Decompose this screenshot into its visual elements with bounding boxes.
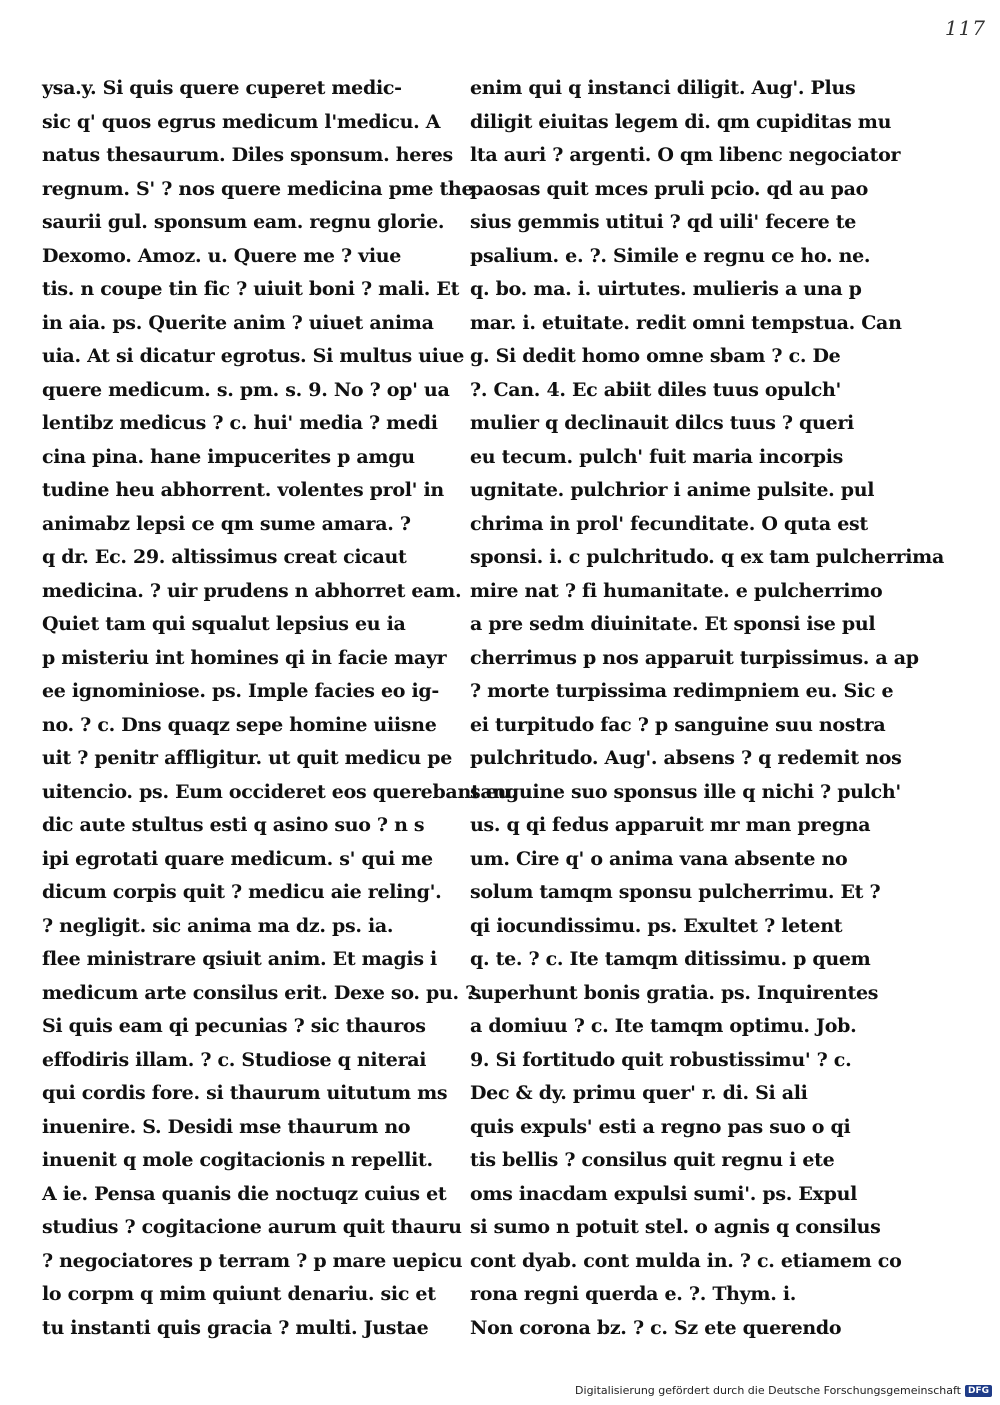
manuscript-line: cont dyab. cont mulda in. ? c. etiamem co <box>470 1249 902 1272</box>
manuscript-line: 9. Si fortitudo quit robustissimu' ? c. <box>470 1048 852 1071</box>
manuscript-line: ipi egrotati quare medicum. s' qui me <box>42 847 433 870</box>
manuscript-line: ? negociatores p terram ? p mare uepicu <box>42 1249 463 1272</box>
manuscript-line: a pre sedm diuinitate. Et sponsi ise pul <box>470 613 876 635</box>
manuscript-line: flee ministrare qsiuit anim. Et magis i <box>42 948 437 970</box>
manuscript-line: tis bellis ? consilus quit regnu i ete <box>470 1149 835 1171</box>
manuscript-line: mar. i. etuitate. redit omni tempstua. Can <box>470 311 902 334</box>
manuscript-line: effodiris illam. ? c. Studiose q niterai <box>42 1048 427 1071</box>
left-text-column <box>42 72 518 1345</box>
manuscript-line: dic aute stultus esti q asino suo ? n s <box>42 814 425 836</box>
manuscript-line: sius gemmis utitui ? qd uili' fecere te <box>470 211 857 233</box>
manuscript-line: rona regni querda e. ?. Thym. i. <box>470 1283 797 1305</box>
manuscript-line: Quiet tam qui squalut lepsius eu ia <box>42 613 406 635</box>
manuscript-line: eu tecum. pulch' fuit maria incorpis <box>470 445 844 468</box>
manuscript-line: us. q qi fedus apparuit mr man pregna <box>470 814 871 836</box>
manuscript-line: ugnitate. pulchrior i anime pulsite. pul <box>470 479 875 501</box>
manuscript-line: g. Si dedit homo omne sbam ? c. De <box>470 345 841 367</box>
manuscript-line: Non corona bz. ? c. Sz ete querendo <box>470 1316 842 1339</box>
manuscript-line: qui cordis fore. si thaurum uitutum ms <box>42 1082 448 1104</box>
manuscript-line: q. bo. ma. i. uirtutes. mulieris a una p <box>470 278 862 300</box>
manuscript-line: regnum. S' ? nos quere medicina pme the <box>42 177 474 200</box>
manuscript-line: no. ? c. Dns quaqz sepe homine uiisne <box>42 713 437 736</box>
manuscript-line: uia. At si dicatur egrotus. Si multus uiue <box>42 345 464 367</box>
manuscript-line: enim qui q instanci diligit. Aug'. Plus <box>470 77 856 99</box>
manuscript-line: inuenit q mole cogitacionis n repellit. <box>42 1149 433 1171</box>
manuscript-line: lo corpm q mim quiunt denariu. sic et <box>42 1283 436 1305</box>
manuscript-line: sic q' quos egrus medicum l'medicu. A <box>42 110 441 133</box>
dfg-logo: DFG <box>965 1385 992 1397</box>
manuscript-line: p misteriu int homines qi in facie mayr <box>42 646 447 669</box>
manuscript-line: Dec & dy. primu quer' r. di. Si ali <box>470 1082 808 1104</box>
manuscript-line: Dexomo. Amoz. u. Quere me ? viue <box>42 244 402 267</box>
manuscript-line: Si quis eam qi pecunias ? sic thauros <box>42 1015 426 1037</box>
manuscript-line: in aia. ps. Querite anim ? uiuet anima <box>42 311 434 334</box>
manuscript-line: cina pina. hane impucerites p amgu <box>42 445 415 468</box>
manuscript-line: A ie. Pensa quanis die noctuqz cuius et <box>42 1182 447 1205</box>
right-text-column <box>470 72 944 1345</box>
manuscript-line: medicina. ? uir prudens n abhorret eam. <box>42 579 462 602</box>
manuscript-line: tudine heu abhorrent. volentes prol' in <box>42 479 444 501</box>
manuscript-line: ee ignominiose. ps. Imple facies eo ig- <box>42 680 439 702</box>
manuscript-line: um. Cire q' o anima vana absente no <box>470 847 848 870</box>
manuscript-line: inuenire. S. Desidi mse thaurum no <box>42 1115 411 1138</box>
manuscript-line: natus thesaurum. Diles sponsum. heres <box>42 144 453 166</box>
manuscript-line: sanguine suo sponsus ille q nichi ? pulch' <box>470 780 901 803</box>
manuscript-line: lta auri ? argenti. O qm libenc negociator <box>470 144 901 166</box>
manuscript-line: saurii gul. sponsum eam. regnu glorie. <box>42 211 445 233</box>
manuscript-line: quis expuls' esti a regno pas suo o qi <box>470 1115 851 1138</box>
manuscript-line: ? morte turpissima redimpniem eu. Sic e <box>470 680 894 702</box>
manuscript-line: cherrimus p nos apparuit turpissimus. a ap <box>470 646 919 669</box>
footer-text: Digitalisierung gefördert durch die Deutsche Forschungsgemeinschaft <box>575 1384 961 1397</box>
manuscript-line: si sumo n potuit stel. o agnis q consilus <box>470 1216 881 1238</box>
manuscript-line: uit ? penitr affligitur. ut quit medicu pe <box>42 747 453 769</box>
manuscript-line: uitencio. ps. Eum occideret eos querebant eu. <box>42 780 518 803</box>
manuscript-line: oms inacdam expulsi sumi'. ps. Expul <box>470 1182 857 1205</box>
manuscript-line: solum tamqm sponsu pulcherrimu. Et ? <box>470 881 881 903</box>
manuscript-line: studius ? cogitacione aurum quit thauru <box>42 1216 462 1238</box>
manuscript-line: ysa.y. Si quis quere cuperet medic- <box>42 77 402 99</box>
manuscript-line: diligit eiuitas legem di. qm cupiditas mu <box>470 110 892 133</box>
folio-number: 117 <box>944 16 986 40</box>
manuscript-line: a domiuu ? c. Ite tamqm optimu. Job. <box>470 1015 857 1037</box>
manuscript-line: sponsi. i. c pulchritudo. q ex tam pulcherrima <box>470 546 944 568</box>
manuscript-line: psalium. e. ?. Simile e regnu ce ho. ne. <box>470 244 871 267</box>
manuscript-line: medicum arte consilus erit. Dexe so. pu. ?. <box>42 981 483 1004</box>
manuscript-line: dicum corpis quit ? medicu aie reling'. <box>42 881 442 903</box>
manuscript-line: ei turpitudo fac ? p sanguine suu nostra <box>470 713 886 736</box>
manuscript-line: pulchritudo. Aug'. absens ? q redemit nos <box>470 747 902 769</box>
manuscript-line: mulier q declinauit dilcs tuus ? queri <box>470 412 854 434</box>
manuscript-line: animabz lepsi ce qm sume amara. ? <box>42 512 411 535</box>
manuscript-line: ?. Can. 4. Ec abiit diles tuus opulch' <box>470 378 842 401</box>
manuscript-line: superhunt bonis gratia. ps. Inquirentes <box>470 981 879 1004</box>
manuscript-line: ? negligit. sic anima ma dz. ps. ia. <box>42 914 394 937</box>
manuscript-line: paosas quit mces pruli pcio. qd au pao <box>470 177 868 200</box>
manuscript-line: qi iocundissimu. ps. Exultet ? letent <box>470 914 843 937</box>
manuscript-line: chrima in prol' fecunditate. O quta est <box>470 512 868 535</box>
manuscript-line: q. te. ? c. Ite tamqm ditissimu. p quem <box>470 948 871 970</box>
manuscript-line: lentibz medicus ? c. hui' media ? medi <box>42 412 438 434</box>
manuscript-line: tis. n coupe tin fic ? uiuit boni ? mali. Et <box>42 278 460 300</box>
manuscript-line: tu instanti quis gracia ? multi. Justae <box>42 1316 429 1339</box>
footer-credit <box>575 1384 992 1397</box>
manuscript-line: mire nat ? fi humanitate. e pulcherrimo <box>470 579 883 602</box>
manuscript-line: q dr. Ec. 29. altissimus creat cicaut <box>42 546 407 568</box>
manuscript-line: quere medicum. s. pm. s. 9. No ? op' ua <box>42 378 450 401</box>
